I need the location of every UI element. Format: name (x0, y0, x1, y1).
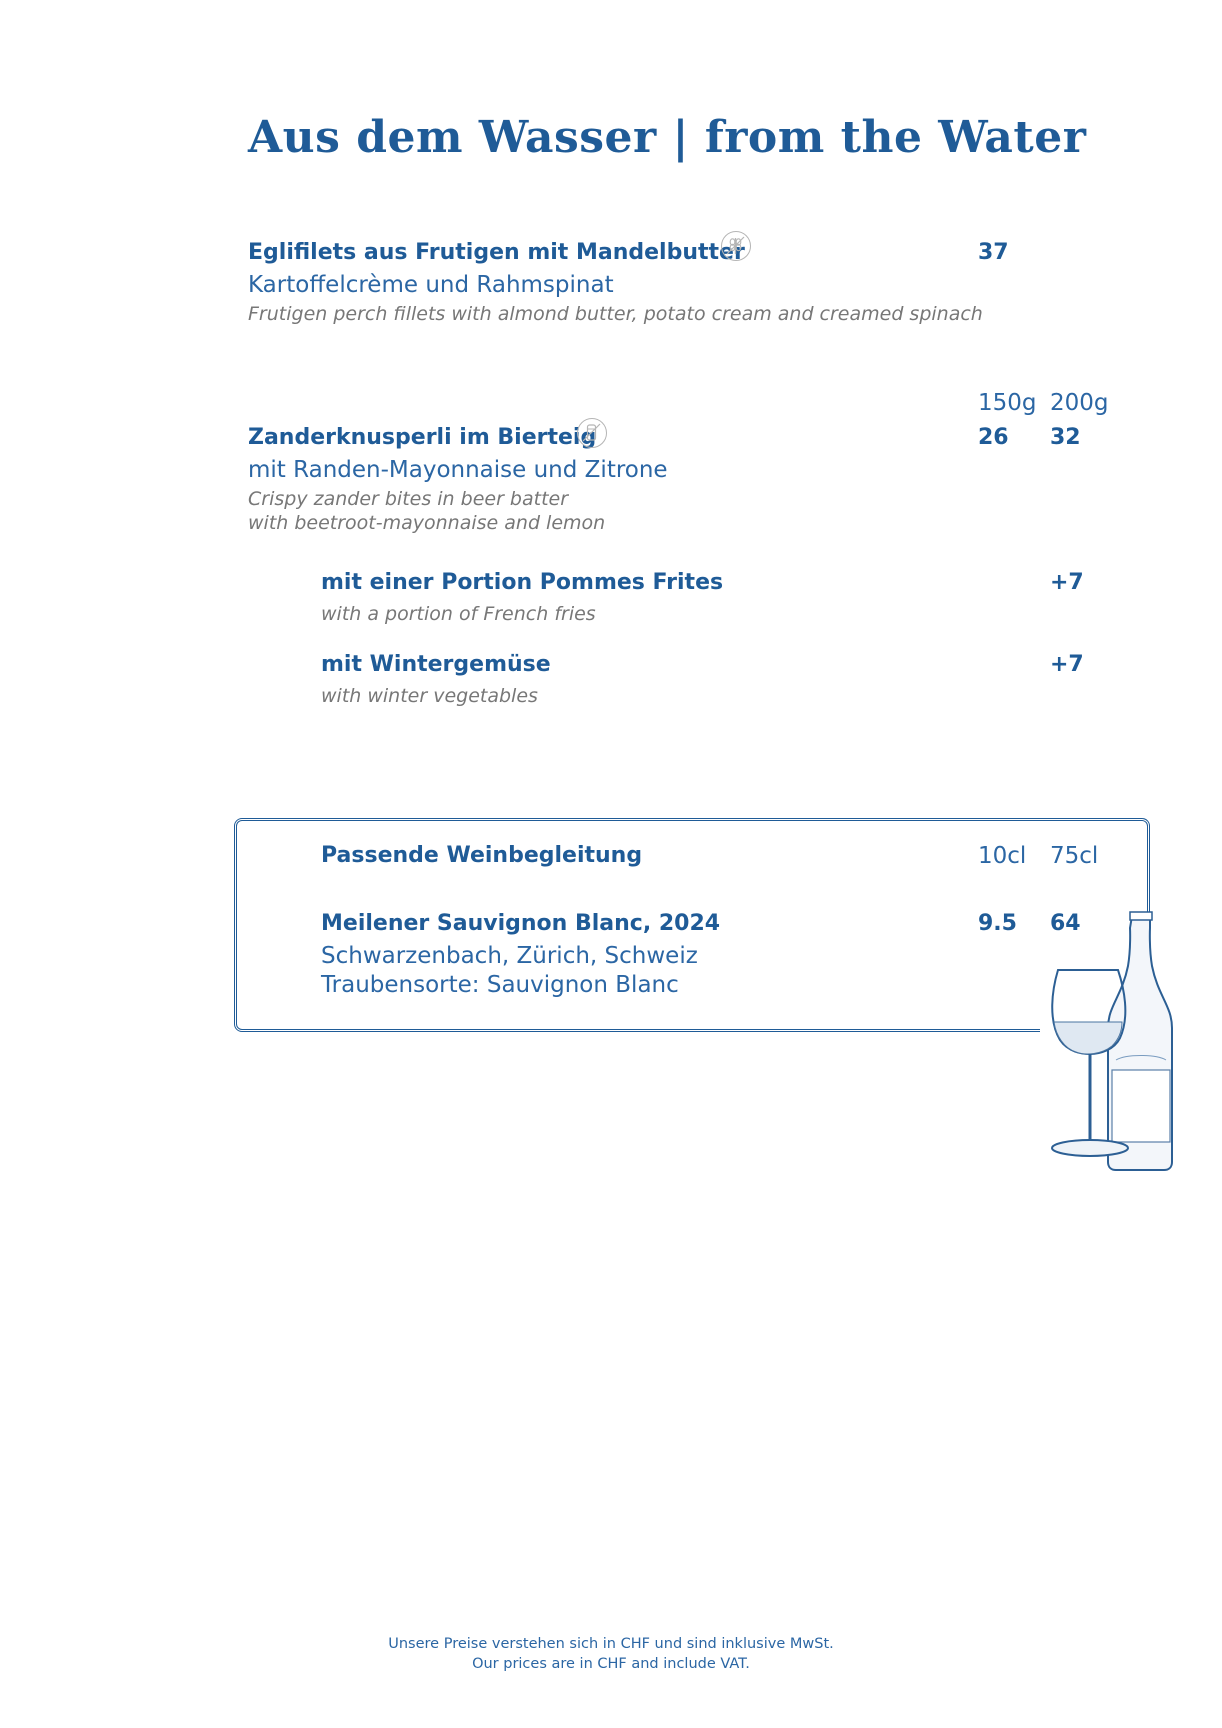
wine-size-large: 75cl (1050, 843, 1099, 869)
lactose-free-icon (577, 418, 607, 448)
wine-grape: Traubensorte: Sauvignon Blanc (321, 972, 679, 998)
wine-price-small: 9.5 (978, 911, 1017, 936)
extra-english: with a portion of French fries (321, 603, 596, 625)
page-title: Aus dem Wasser | from the Water (248, 112, 1087, 163)
dish-subtitle: mit Randen-Mayonnaise und Zitrone (248, 457, 668, 483)
footer-line-1: Unsere Preise verstehen sich in CHF und sind inklusive MwSt. (388, 1636, 834, 1652)
dish-subtitle: Kartoffelcrème und Rahmspinat (248, 272, 614, 298)
dish-english-line2: with beetroot-mayonnaise and lemon (248, 512, 606, 534)
size-large-label: 200g (1050, 390, 1109, 416)
size-small-label: 150g (978, 390, 1037, 416)
extra-english: with winter vegetables (321, 685, 538, 707)
dish-name: Zanderknusperli im Bierteig (248, 425, 597, 450)
extra-price: +7 (1050, 570, 1084, 595)
wine-name: Meilener Sauvignon Blanc, 2024 (321, 911, 721, 936)
footer-line-2: Our prices are in CHF and include VAT. (472, 1656, 750, 1672)
extra-price: +7 (1050, 652, 1084, 677)
wine-bottle-glass-illustration (1040, 910, 1190, 1175)
dish-english: Frutigen perch fillets with almond butter, potato cream and creamed spinach (248, 303, 983, 325)
dish-price: 37 (978, 240, 1009, 265)
wine-price-large: 64 (1050, 911, 1081, 936)
dish-name: Eglifilets aus Frutigen mit Mandelbutter (248, 240, 745, 265)
extra-name: mit Wintergemüse (321, 652, 551, 677)
price-large: 32 (1050, 425, 1081, 450)
extra-name: mit einer Portion Pommes Frites (321, 570, 724, 595)
gluten-free-icon (721, 231, 751, 261)
dish-english-line1: Crispy zander bites in beer batter (248, 488, 569, 510)
wine-size-small: 10cl (978, 843, 1027, 869)
wine-origin: Schwarzenbach, Zürich, Schweiz (321, 943, 698, 969)
wine-heading: Passende Weinbegleitung (321, 843, 643, 868)
price-small: 26 (978, 425, 1009, 450)
